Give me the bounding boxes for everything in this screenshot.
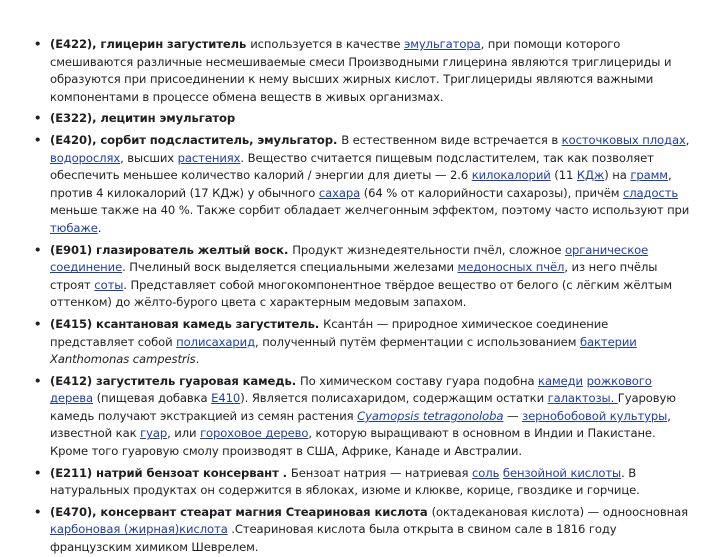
- body-text: —: [503, 408, 523, 423]
- term-heading: (E211) натрий бензоат консервант .: [50, 465, 291, 480]
- term-heading: (E901) глазирователь желтый воск.: [50, 242, 293, 257]
- inline-link[interactable]: грамм: [630, 168, 668, 183]
- body-text: , которую выращивают в основном в Индии и Пакистане. Кроме того гуаровую смолу производят в США, Африке, Канаде и Австралии.: [50, 426, 656, 459]
- inline-link[interactable]: медоносных пчёл: [457, 260, 565, 275]
- body-text: .: [195, 352, 200, 367]
- body-text: , из него пчёлы строят: [50, 260, 658, 292]
- inline-link[interactable]: тюбаже: [50, 220, 98, 235]
- body-text: . В натуральных продуктах он содержится в яблоках, изюме и клюкве, корице, гвоздике и горчице.: [50, 465, 640, 498]
- list-item: [28, 504, 690, 557]
- body-text: .Стеариновая кислота была открыта в свином сале в 1816 году французским химиком Шеврелем.: [50, 522, 617, 555]
- inline-link[interactable]: водорослях: [50, 150, 121, 165]
- body-text: ,: [685, 132, 690, 147]
- list-item: [28, 110, 690, 128]
- inline-link[interactable]: соты: [94, 277, 124, 292]
- inline-link[interactable]: Cyamopsis tetragonoloba: [357, 408, 504, 423]
- inline-link[interactable]: бактерии: [579, 334, 637, 349]
- body-text: . Пчелиный воск выделяется специальными железами: [122, 260, 458, 275]
- term-heading: (E470), консервант стеарат магния Стеариновая кислота: [50, 504, 432, 519]
- body-text: . Вещество считается пищевым подсластителем, так как позволяет обеспечить меньшее количество калорий / энергии для диеты — 2.6: [50, 150, 654, 183]
- bullet-icon: •: [34, 132, 42, 147]
- bullet-icon: •: [34, 111, 42, 126]
- body-text: ) на: [604, 168, 631, 183]
- inline-link[interactable]: сахара: [318, 185, 361, 200]
- list-item: [28, 132, 690, 238]
- body-text: , или: [167, 426, 201, 441]
- inline-link[interactable]: полисахарид: [176, 334, 256, 349]
- body-text: (11: [550, 168, 577, 183]
- bullet-icon: •: [34, 242, 42, 257]
- body-text: , высших: [120, 150, 178, 165]
- inline-link[interactable]: камеди: [538, 373, 583, 388]
- term-heading: (E415) ксантановая камедь загуститель.: [50, 316, 324, 331]
- bullet-icon: •: [34, 37, 42, 51]
- body-text: (64 % от калорийности сахарозы), причём: [360, 185, 623, 200]
- body-text: ). Является полисахаридом, содержащим остатки: [240, 391, 548, 406]
- inline-link[interactable]: килокалорий: [471, 168, 551, 183]
- body-text: Бензоат натрия — натриевая: [290, 465, 472, 480]
- inline-link[interactable]: зернобобовой культуры: [522, 408, 668, 423]
- inline-link[interactable]: КДж: [576, 168, 605, 183]
- inline-link[interactable]: сладость: [622, 185, 679, 200]
- body-text: , против 4 килокалорий (17 КДж) у обычного: [50, 168, 672, 200]
- body-text: Продукт жизнедеятельности пчёл, сложное: [292, 242, 565, 257]
- bullet-icon: •: [34, 316, 42, 331]
- body-text: , известной как: [50, 408, 671, 441]
- bullet-icon: •: [34, 504, 42, 519]
- bullet-icon: •: [34, 465, 42, 480]
- inline-link[interactable]: рожкового дерева: [50, 373, 652, 406]
- list-item: [28, 242, 690, 312]
- body-text: , полученный путём ферментации с использованием: [255, 334, 580, 349]
- term-heading: (E422),: [50, 37, 101, 51]
- inline-link[interactable]: соль: [472, 465, 500, 480]
- body-text: Ксанта́н — природное химическое соединение представляет собой: [50, 316, 609, 349]
- body-text: , при помощи которого смешиваются различные несмешиваемые смеси Производными глицерина являются триглицериды и образуются при присоединении к нему высших жирных кислот. Триглицериды являются важными компонентами в процессе обмена веществ в живых организмах.: [50, 37, 672, 104]
- inline-link[interactable]: эмульгатора: [403, 37, 481, 51]
- list-item: [28, 373, 690, 461]
- body-text: Гуаровую камедь получают экстракцией из семян растения: [50, 391, 676, 423]
- body-text: меньше также на 40 %. Также сорбит обладает желчегонным эффектом, поэтому часто используют при: [50, 203, 690, 218]
- body-text: используется в качестве: [250, 37, 404, 51]
- inline-link[interactable]: гороховое дерево: [200, 426, 309, 441]
- inline-link[interactable]: косточковых плодах: [561, 132, 686, 147]
- term-heading: (E412) загуститель гуаровая камедь.: [50, 373, 300, 388]
- term-heading: глицерин загуститель: [100, 37, 251, 51]
- term-heading: (E322), лецитин эмульгатор: [50, 111, 236, 126]
- body-text: В естественном виде встречается в: [341, 132, 562, 147]
- term-heading: (E420), сорбит подсластитель, эмульгатор.: [50, 132, 342, 147]
- inline-link[interactable]: гуар: [140, 426, 168, 441]
- inline-link[interactable]: бензойной кислоты: [502, 465, 622, 480]
- body-text: . Представляет собой многокомпонентное твёрдое вещество от белого (с лёгким жёлтым оттенком) до жёлто-бурого цвета с характерным медовым запахом.: [50, 277, 673, 310]
- list-item: [28, 465, 690, 500]
- bullet-icon: •: [34, 373, 42, 388]
- inline-link[interactable]: растениях: [177, 150, 241, 165]
- list-item: [28, 316, 690, 369]
- inline-link[interactable]: галактозы.: [547, 391, 618, 406]
- inline-link[interactable]: органическое соединение: [50, 242, 649, 275]
- inline-link[interactable]: E410: [211, 391, 241, 406]
- body-text: По химическом составу гуара подобна: [300, 373, 539, 388]
- body-text: (октадекановая кислота) — одноосновная: [431, 504, 688, 519]
- body-text: (пищевая добавка: [92, 391, 212, 406]
- body-text: .: [97, 220, 102, 235]
- body-text: Xanthomonas campestris: [50, 352, 196, 367]
- inline-link[interactable]: карбоновая (жирная)кислота: [50, 522, 228, 537]
- list-item: [28, 36, 690, 106]
